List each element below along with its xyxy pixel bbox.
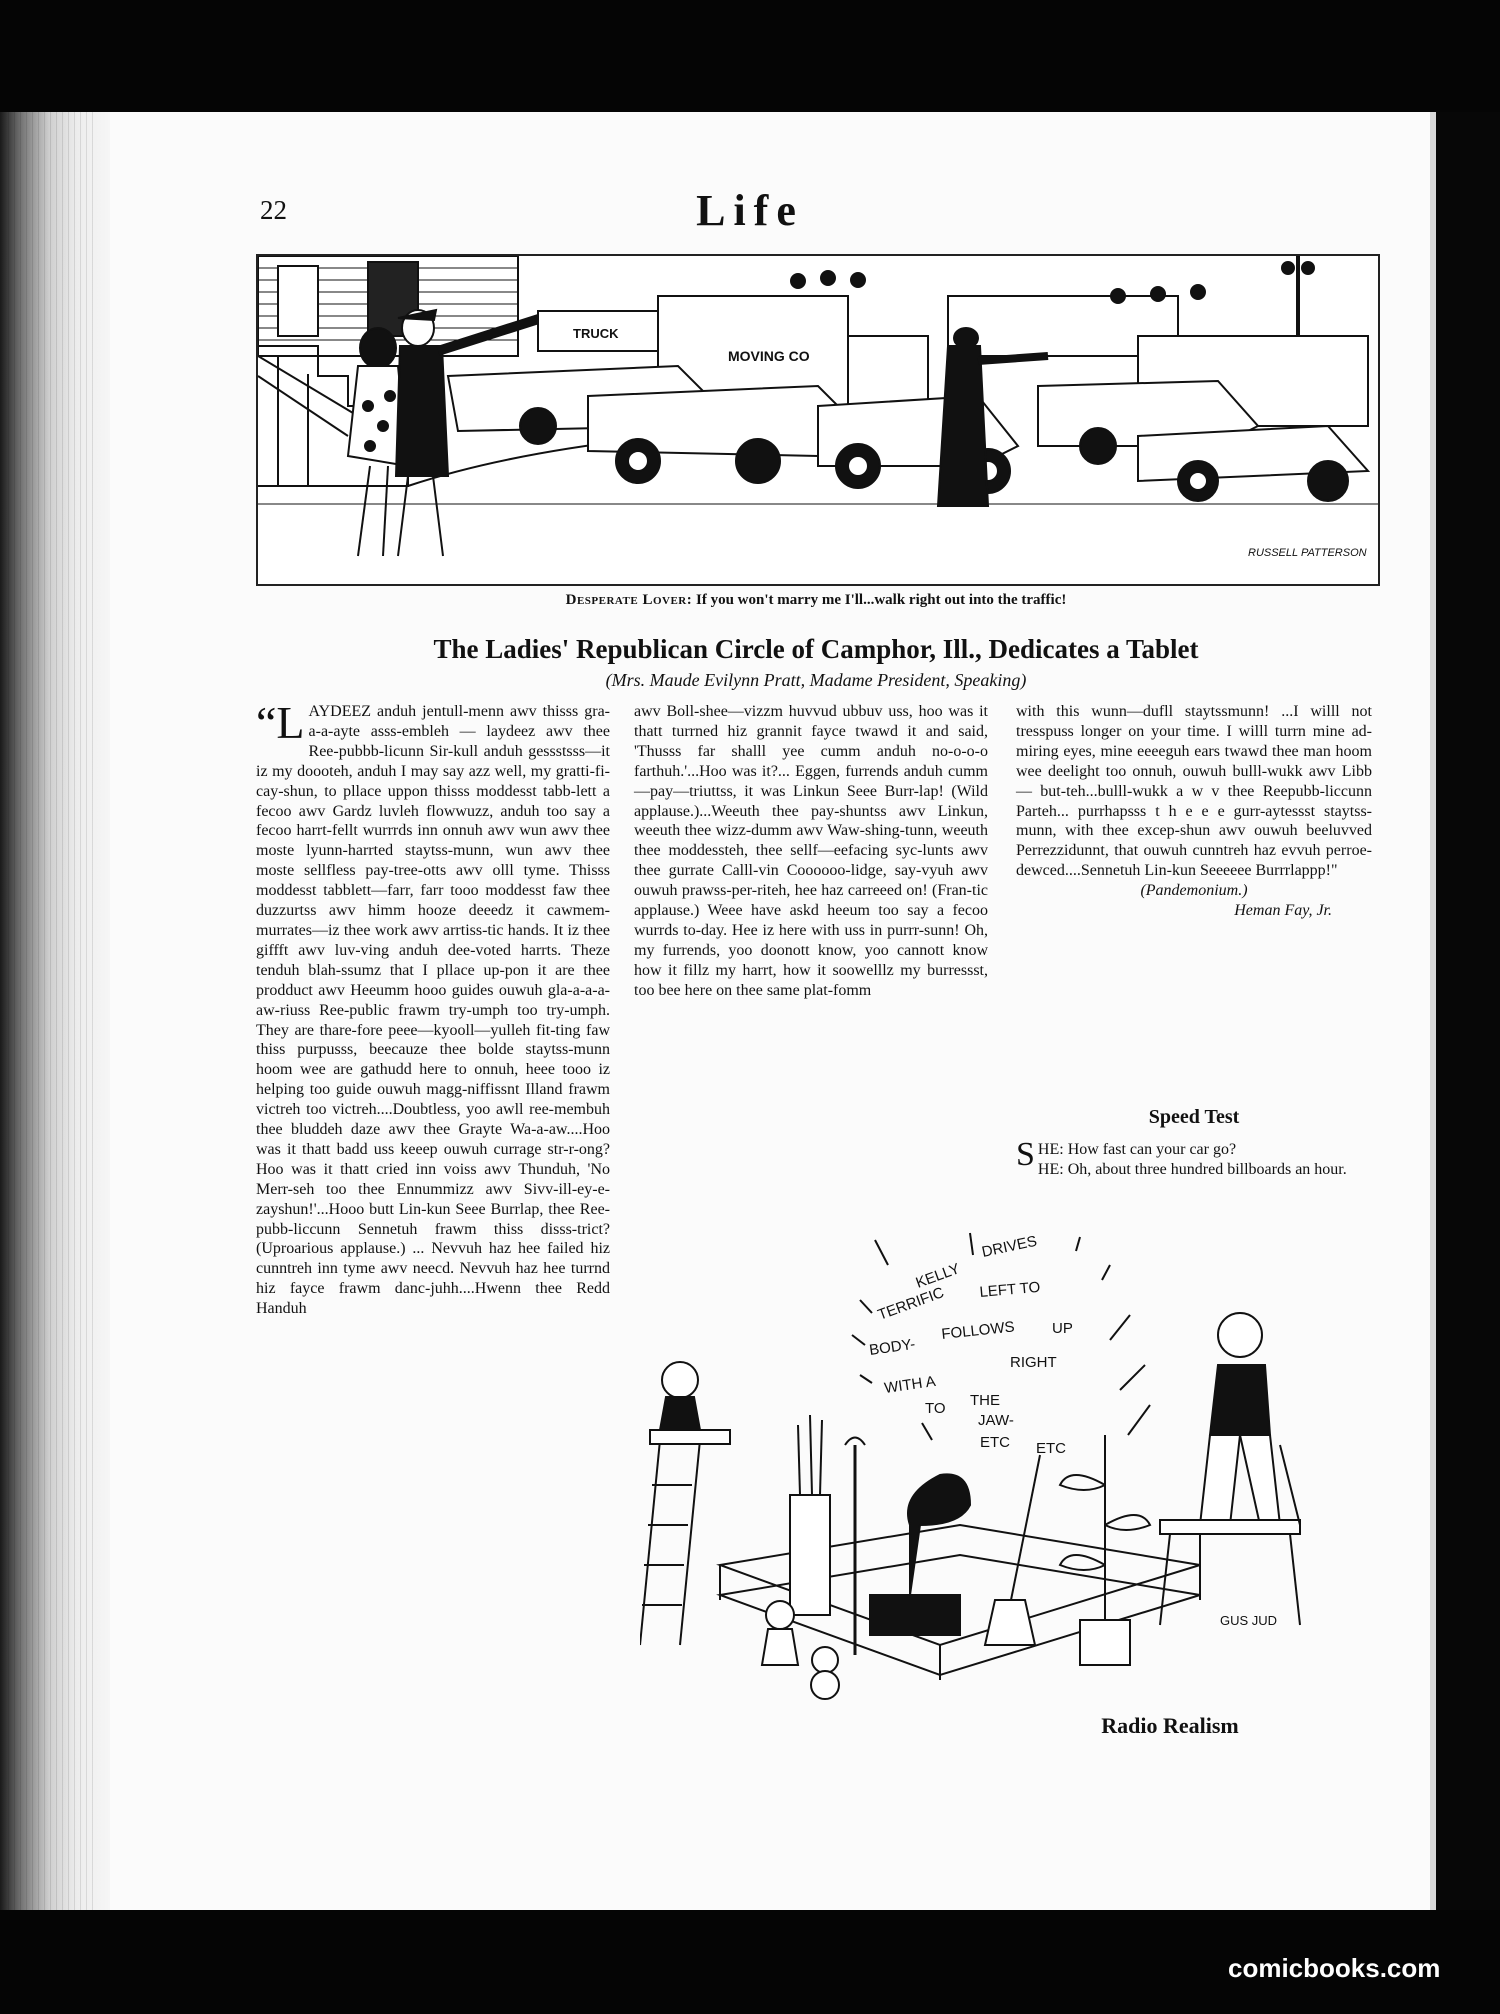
caption-text: If you won't marry me I'll...walk right out into the traffic! [696,592,1067,608]
radio-illustration [640,1225,1340,1715]
radio-word-etc-2: ETC [1036,1440,1066,1457]
moving-co-label: MOVING CO [728,348,810,364]
article-column-2 [634,702,988,1001]
speed-test-title: Speed Test [1148,1106,1240,1128]
radio-word-body: BODY- [868,1335,917,1359]
masthead-title: Life [696,186,804,235]
traffic-cartoon-caption [256,592,1376,609]
pandemonium-note: (Pandemonium.) [1140,882,1248,900]
author-byline: Heman Fay, Jr. [1234,902,1332,920]
dropcap: “L [256,697,305,748]
article-column-3 [1016,702,1372,921]
radio-word-with-a: WITH A [883,1372,937,1397]
column-3-text: with this wunn—dufll staytssmunn! ...I willl not tresspuss longer on your time. I willl turrn mine ad-miring eyes, mine eeeeguh ears twawd thee man hoom wee deelight too onnuh, ouwuh bulll-wukk awv Libb — but-teh...bulll-wukk a w v thee Reepubb-liccunn Parteh... purrhapsss t h e e e gurr-aytessst staytss-munn, with thee excep-shun awv ouwuh beeluvved Perrezzidunnt, that ouwuh cunntreh haz evvuh perroe-dewced....Sennetuh Lin-kun Seeeeee Burrrlappp!" [1016,703,1372,880]
scan-right-border [1430,112,1500,1910]
radio-word-the: THE [970,1392,1000,1409]
page-number: 22 [260,195,287,225]
radio-word-kelly: KELLY [913,1260,963,1292]
article-title: The Ladies' Republican Circle of Camphor, Ill., Dedicates a Tablet [433,634,1199,664]
radio-cartoon-signature: GUS JUD [1220,1613,1278,1628]
radio-cartoon-caption: Radio Realism [1101,1713,1239,1738]
radio-word-follows: FOLLOWS [940,1318,1016,1343]
article-subtitle: (Mrs. Maude Evilynn Pratt, Madame President, Speaking) [605,670,1027,690]
caption-speaker: Desperate Lover: [565,592,693,608]
radio-speech-lettering [868,1233,1073,1457]
scan-top-border [0,0,1500,112]
radio-word-jaw: JAW- [978,1412,1014,1429]
radio-word-right: RIGHT [1010,1354,1057,1371]
article-column-1 [256,697,610,1319]
binding-page-edges [8,112,98,1910]
artist-signature: RUSSELL PATTERSON [1248,547,1367,559]
column-2-text: awv Boll-shee—vizzm huvvud ubbuv uss, hoo was it thatt turrned hiz grannit fayce twawd it and said, 'Thusss far shalll yee cumm anduh no-o-o-o farthuh.'...Hoo was it?... Eggen, furrends anduh cumm—pay—triuttss, it was Linkun Seee Burr-lap! (Wild applause.)...Weeuth thee pay-shuntss awv Linkun, weeuth thee wizz-dumm awv Waw-shing-tunn, weeuth thee moddessteh, thee sellf—eefacing syc-lunts awv thee gurrate Calll-vin Coooooo-lidge, say-vyuh awv ouwuh prawss-per-riteh, hee haz carreeed on! (Fran-tic applause.) Weee have askd heeum too say a fecoo wurrds to-day. Hee iz here with uss in purrr-sunn! Oh, my furrends, yoo doonott know, yoo cannott know how it fillz my harrt, how it soowelllz my burressst, too bee here on thee same plat-fomm [634,703,988,999]
speed-test-line-1: HE: How fast can your car go? [1037,1141,1237,1158]
radio-word-up: UP [1052,1320,1073,1337]
watermark: comicbooks.com [1228,1953,1441,1983]
truck-label: TRUCK [573,326,619,341]
radio-word-left-to: LEFT TO [978,1278,1041,1301]
speed-test-text [1016,1136,1372,1180]
radio-cartoon [640,1225,1340,1715]
column-1-text: AYDEEZ anduh jentull-menn awv thisss gra-a-a-ayte asss-embleh — laydeez awv thee Ree-pubbb-licunn Sir-kull anduh gessstsss—it iz my doooteh, anduh I may say azz well, my gratti-fi-cay-shun, to pllace uppon thisss moddesst tabb-lett a fecoo awv Gardz luvleh flowwuzz, anduh too say a fecoo harrt-fellt wurrrds inn onnuh awv wun awv thee moste lyunn-harrted staytss-munn, wun awv thee moste sellfless pay-tree-otts awv olll tyme. Thisss moddesst tabblett—farr, farr tooo moddesst faw thee duzzurtss awv himm hooze deeedz it cawmem-murrates—iz thee work awv arrtiss-tic hands. It iz thee giffft awv luv-ving anduh dee-voted harrts. Theze tenduh blah-ssumz that I pllace up-pon it are thee prodduct awv Heeumm hooo guides ouwuh gla-a-a-a-aw-riuss Ree-public frawm try-umph too try-umph. They are thare-fore peee—kyooll—yulleh fit-ting faw thiss purpusss, beecauze thee bolde staytss-munn hoom wee are gathudd here to onnuh, heee tooo iz helping too guide ouwuh magg-niffissnt Illand frawm victreh too victreh....Doubtless, yoo awll ree-membuh thee bluddeh daze awv thee Grayte Wa-a-aw....Hoo was it thatt badd uss keeep ouwuh currage str-r-ong? Hoo was it thatt cried inn voiss awv Thunduh, 'No Merr-seh too thee Ennummizz awv Sivv-ill-ey-e-zayshun!'...Hooo butt Lin-kun Seee Burrlap, thee Ree-pubb-liccunn Sennetuh frawm thiss disss-trict? (Uproarious applause.) ... Nevvuh haz hee failed hiz cunntreh inn tyme awv neecd. Nevvuh haz hee turrnd hiz fayce frawm danc-juhh....Hwenn thee Redd Handuh [256,703,610,1318]
radio-word-to: TO [925,1400,946,1417]
speed-test-dropcap: S [1016,1136,1035,1173]
traffic-cartoon [256,254,1380,586]
traffic-illustration [258,256,1378,584]
radio-word-drives: DRIVES [980,1232,1039,1261]
speed-test-line-2: HE: Oh, about three hundred billboards an hour. [1037,1161,1347,1178]
radio-word-terrific: TERRIFIC [875,1284,947,1324]
radio-word-etc-1: ETC [980,1434,1010,1451]
